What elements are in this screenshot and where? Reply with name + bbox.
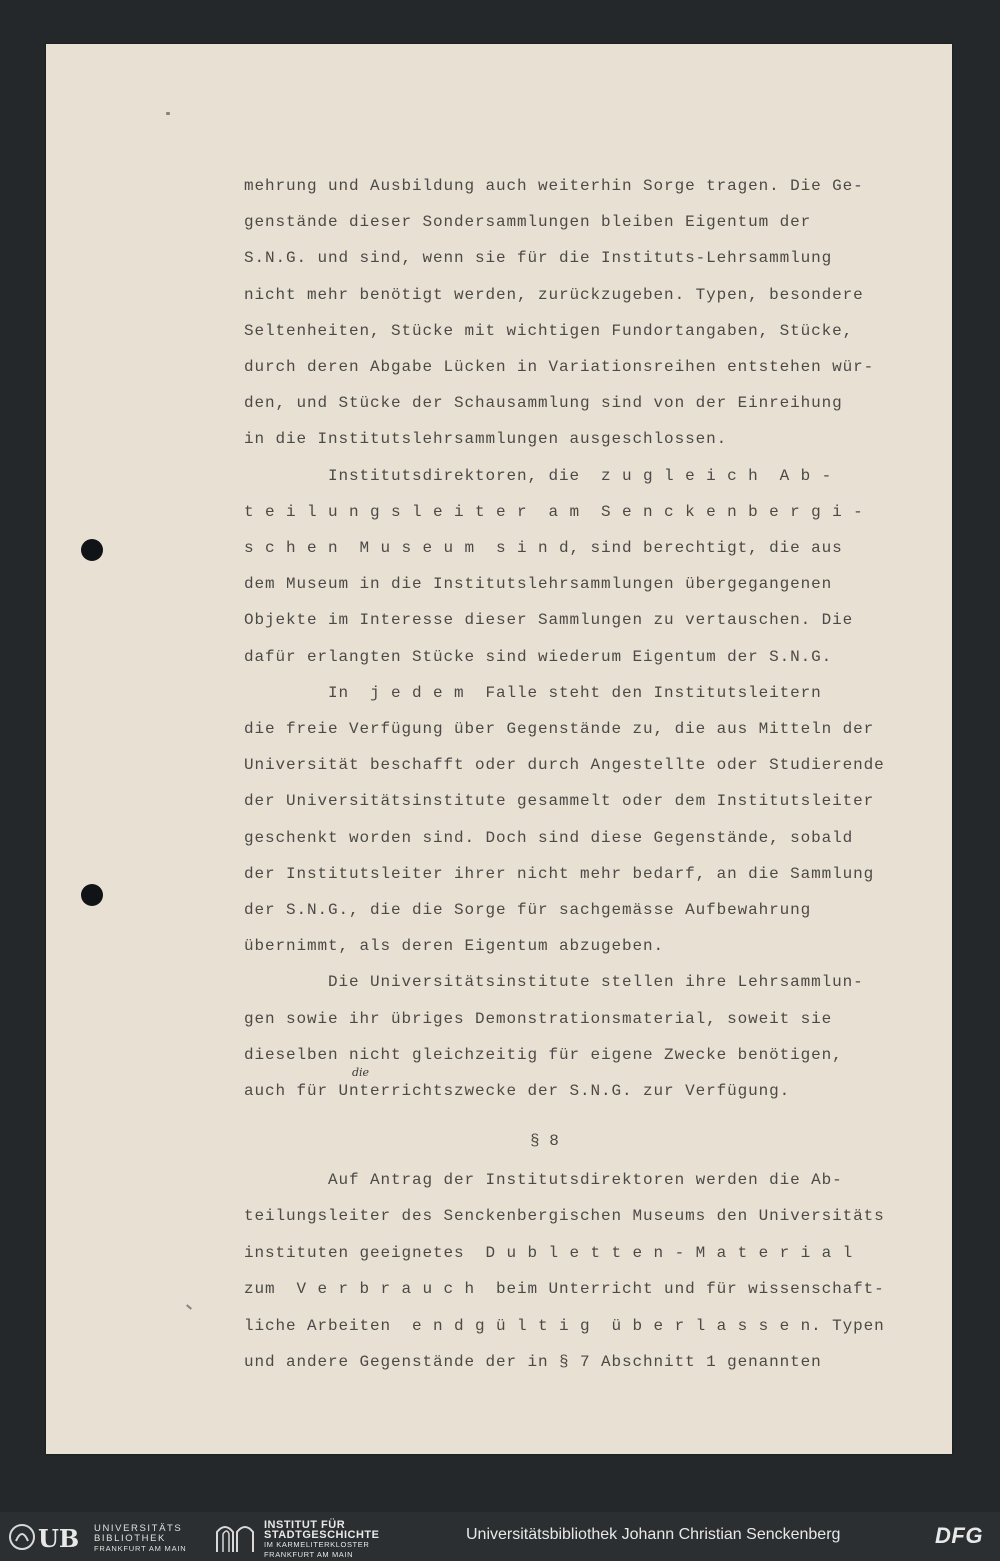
- punch-hole: [81, 539, 103, 561]
- text-line: die freie Verfügung über Gegenstände zu, die aus Mitteln der: [244, 720, 875, 738]
- text-line: in die Institutslehrsammlungen ausgeschlossen.: [244, 430, 728, 449]
- isg-line-4: FRANKFURT AM MAIN: [264, 1550, 354, 1559]
- ub-line-3: FRANKFURT AM MAIN: [94, 1544, 187, 1553]
- isg-line-1: INSTITUT FÜR: [264, 1519, 346, 1531]
- text-line: zum V e r b r a u c h beim Unterricht und für wissenschaft-: [244, 1280, 885, 1299]
- dfg-logo[interactable]: DFG: [935, 1523, 983, 1548]
- text-line: mehrung und Ausbildung auch weiterhin Sorge tragen. Die Ge-: [244, 177, 864, 195]
- text-line: der Universitätsinstitute gesammelt oder dem Institutsleiter: [244, 792, 875, 811]
- document-page: [46, 44, 952, 1454]
- margin-mark: [186, 1304, 192, 1309]
- ub-line-1: UNIVERSITÄTS: [94, 1523, 183, 1534]
- isg-logo-icon[interactable]: [213, 1520, 259, 1554]
- punch-hole: [81, 884, 103, 906]
- text-line: und andere Gegenstände der in § 7 Abschnitt 1 genannten: [244, 1353, 822, 1371]
- text-line: instituten geeignetes D u b l e t t e n - M a t e r i a l: [244, 1243, 854, 1262]
- ub-wordmark: [94, 1524, 187, 1554]
- text-line: gen sowie ihr übriges Demonstrationsmaterial, soweit sie: [244, 1009, 833, 1028]
- text-line: s c h e n M u s e u m s i n d, sind berechtigt, die aus: [244, 539, 843, 557]
- text-line: dafür erlangten Stücke sind wiederum Eigentum der S.N.G.: [244, 647, 833, 666]
- handwritten-insert: die: [352, 1066, 370, 1079]
- page-mark: [166, 112, 170, 115]
- isg-line-2: STADTGESCHICHTE: [264, 1529, 380, 1541]
- text-line: Die Universitätsinstitute stellen ihre Lehrsammlun-: [244, 973, 864, 992]
- text-line: Auf Antrag der Institutsdirektoren werden die Ab-: [244, 1171, 843, 1189]
- ub-logo-icon[interactable]: [8, 1520, 88, 1554]
- section-heading: § 8: [530, 1132, 559, 1150]
- text-line: Universität beschafft oder durch Angestellte oder Studierende: [244, 756, 885, 775]
- footer-bar: [0, 1512, 1000, 1561]
- text-line: der S.N.G., die die Sorge für sachgemässe Aufbewahrung: [244, 901, 812, 919]
- text-line: teilungsleiter des Senckenbergischen Museums den Universitäts: [244, 1207, 885, 1226]
- text-line: In j e d e m Falle steht den Institutsleitern: [244, 683, 822, 702]
- text-line: der Institutsleiter ihrer nicht mehr bedarf, an die Sammlung: [244, 864, 875, 883]
- svg-text:UB: UB: [38, 1524, 80, 1553]
- text-line: durch deren Abgabe Lücken in Variationsreihen entstehen wür-: [244, 358, 875, 376]
- isg-line-3: IM KARMELITERKLOSTER: [264, 1540, 370, 1549]
- ub-line-2: BIBLIOTHEK: [94, 1533, 166, 1544]
- footer-title: Universitätsbibliothek Johann Christian Senckenberg: [466, 1526, 841, 1543]
- text-line: dem Museum in die Institutslehrsammlungen übergegangenen: [244, 575, 833, 594]
- text-line: genstände dieser Sondersammlungen bleiben Eigentum der: [244, 213, 812, 232]
- text-line: t e i l u n g s l e i t e r a m S e n c k e n b e r g i -: [244, 502, 864, 521]
- text-line: Institutsdirektoren, die z u g l e i c h A b -: [244, 466, 833, 485]
- text-line: Objekte im Interesse dieser Sammlungen zu vertauschen. Die: [244, 611, 854, 630]
- text-line: dieselben nicht gleichzeitig für eigene Zwecke benötigen,: [244, 1045, 843, 1064]
- text-line: auch für Unterrichtszwecke der S.N.G. zur Verfügung.: [244, 1082, 791, 1100]
- text-line: nicht mehr benötigt werden, zurückzugeben. Typen, besondere: [244, 285, 864, 304]
- isg-wordmark: [264, 1520, 379, 1560]
- text-line: liche Arbeiten e n d g ü l t i g ü b e r l a s s e n. Typen: [244, 1316, 885, 1335]
- text-line: S.N.G. und sind, wenn sie für die Instituts-Lehrsammlung: [244, 249, 833, 268]
- text-line: den, und Stücke der Schausammlung sind von der Einreihung: [244, 394, 843, 413]
- text-line: geschenkt worden sind. Doch sind diese Gegenstände, sobald: [244, 828, 854, 847]
- text-line: übernimmt, als deren Eigentum abzugeben.: [244, 937, 665, 956]
- text-line: Seltenheiten, Stücke mit wichtigen Fundortangaben, Stücke,: [244, 321, 854, 340]
